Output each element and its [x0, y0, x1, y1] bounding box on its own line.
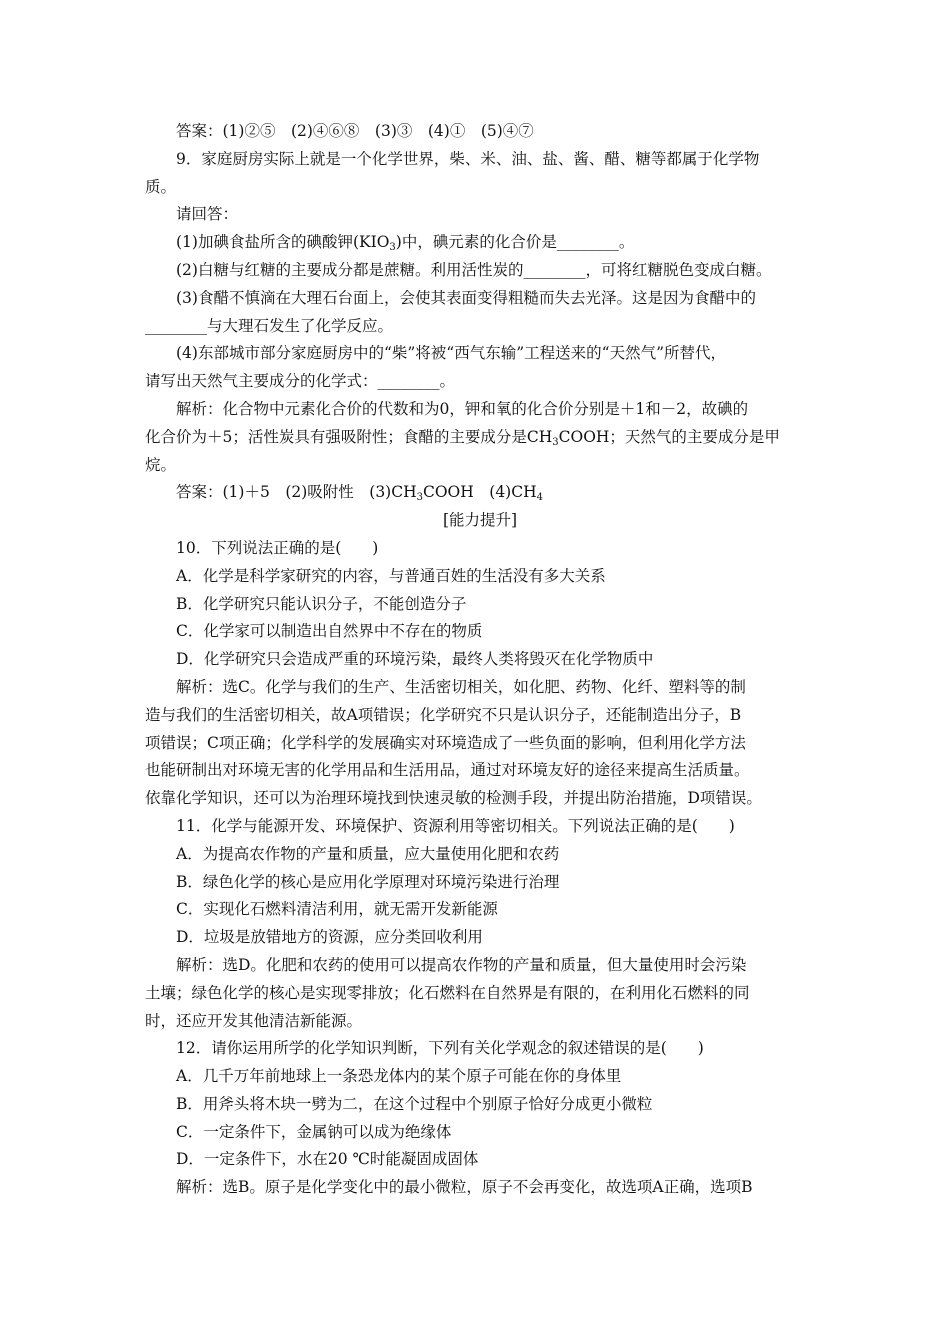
- q12-option-b: B．用斧头将木块一劈为二，在这个过程中个别原子恰好分成更小微粒: [176, 1094, 653, 1113]
- q11-option-a: A．为提高农作物的产量和质量，应大量使用化肥和农药: [176, 844, 560, 863]
- q10-analysis: 解析：选C。化学与我们的生产、生活密切相关，如化肥、药物、化纤、塑料等的制: [176, 677, 746, 696]
- q8-answer: 答案：(1)②⑤ (2)④⑥⑧ (3)③ (4)① (5)④⑦: [176, 122, 534, 140]
- q11-stem: 11．化学与能源开发、环境保护、资源利用等密切相关。下列说法正确的是( ): [176, 816, 735, 835]
- q10-analysis-line-2: 造与我们的生活密切相关，故A项错误；化学研究不只是认识分子，还能制造出分子，B: [145, 705, 742, 724]
- q9-stem: 9．家庭厨房实际上就是一个化学世界，柴、米、油、盐、酱、醋、糖等都属于化学物: [176, 149, 760, 168]
- q9-answer: 答案：(1)＋5 (2)吸附性 $(3)CH_3COOH$ $(4)CH_4$: [176, 483, 543, 504]
- q9-part-2: (2)白糖与红糖的主要成分都是蔗糖。利用活性炭的________，可将红糖脱色变成白糖。: [176, 260, 772, 279]
- q11-analysis-line-2: 土壤；绿色化学的核心是实现零排放；化石燃料在自然界是有限的，在利用化石燃料的同: [145, 983, 750, 1002]
- q12-option-d: D．一定条件下，水在20 ℃时能凝固成固体: [176, 1150, 479, 1169]
- section-title: [能力提升]: [442, 511, 518, 530]
- q9-prompt: 请回答：: [176, 205, 239, 224]
- q9-part-3: (3)食醋不慎滴在大理石台面上，会使其表面变得粗糙而失去光泽。这是因为食醋中的: [176, 288, 756, 307]
- q9-part-4: (4)东部城市部分家庭厨房中的“柴”将被“西气东输”工程送来的“天然气”所替代，: [176, 344, 727, 363]
- q12-option-c: C．一定条件下，金属钠可以成为绝缘体: [176, 1122, 452, 1141]
- q11-option-d: D．垃圾是放错地方的资源，应分类回收利用: [176, 928, 483, 947]
- q9-part-1: (1)加碘食盐所含的碘酸钾$(KIO_3)$中，碘元素的化合价是________。: [176, 233, 635, 254]
- q10-option-a: A．化学是科学家研究的内容，与普通百姓的生活没有多大关系: [176, 566, 606, 585]
- q11-analysis-line-3: 时，还应开发其他清洁新能源。: [145, 1011, 363, 1030]
- q11-analysis: 解析：选D。化肥和农药的使用可以提高农作物的产量和质量，但大量使用时会污染: [176, 955, 747, 974]
- q10-option-b: B．化学研究只能认识分子，不能创造分子: [176, 594, 467, 613]
- q10-option-d: D．化学研究只会造成严重的环境污染，最终人类将毁灭在化学物质中: [176, 650, 654, 669]
- q9-analysis-end: 烷。: [145, 455, 177, 474]
- q9-stem-cont: 质。: [145, 177, 177, 196]
- q9-analysis: 解析：化合物中元素化合价的代数和为0，钾和氧的化合价分别是＋1和－2，故碘的: [176, 399, 749, 418]
- q11-option-b: B．绿色化学的核心是应用化学原理对环境污染进行治理: [176, 872, 560, 891]
- q10-analysis-line-4: 也能研制出对环境无害的化学用品和生活用品，通过对环境友好的途径来提高生活质量。: [145, 761, 750, 780]
- q10-stem: 10．下列说法正确的是( ): [176, 538, 379, 557]
- q11-option-c: C．实现化石燃料清洁利用，就无需开发新能源: [176, 900, 498, 919]
- q12-analysis: 解析：选B。原子是化学变化中的最小微粒，原子不会再变化，故选项A正确，选项B: [176, 1178, 753, 1197]
- q10-analysis-line-3: 项错误；C项正确；化学科学的发展确实对环境造成了一些负面的影响，但利用化学方法: [145, 733, 746, 752]
- document-page: [145, 118, 815, 1202]
- q9-part-4-cont: 请写出天然气主要成分的化学式：________。: [145, 372, 456, 391]
- q10-option-c: C．化学家可以制造出自然界中不存在的物质: [176, 622, 483, 641]
- q12-option-a: A．几千万年前地球上一条恐龙体内的某个原子可能在你的身体里: [176, 1067, 622, 1086]
- q10-analysis-line-5: 依靠化学知识，还可以为治理环境找到快速灵敏的检测手段，并提出防治措施，D项错误。: [145, 789, 762, 808]
- q9-analysis-cont: 化合价为＋5；活性炭具有强吸附性；食醋的主要成分是$CH_3COOH$；天然气的主要成分是甲: [145, 427, 780, 448]
- q12-stem: 12．请你运用所学的化学知识判断，下列有关化学观念的叙述错误的是( ): [176, 1039, 704, 1058]
- q9-part-3-cont: ________与大理石发生了化学反应。: [145, 316, 394, 335]
